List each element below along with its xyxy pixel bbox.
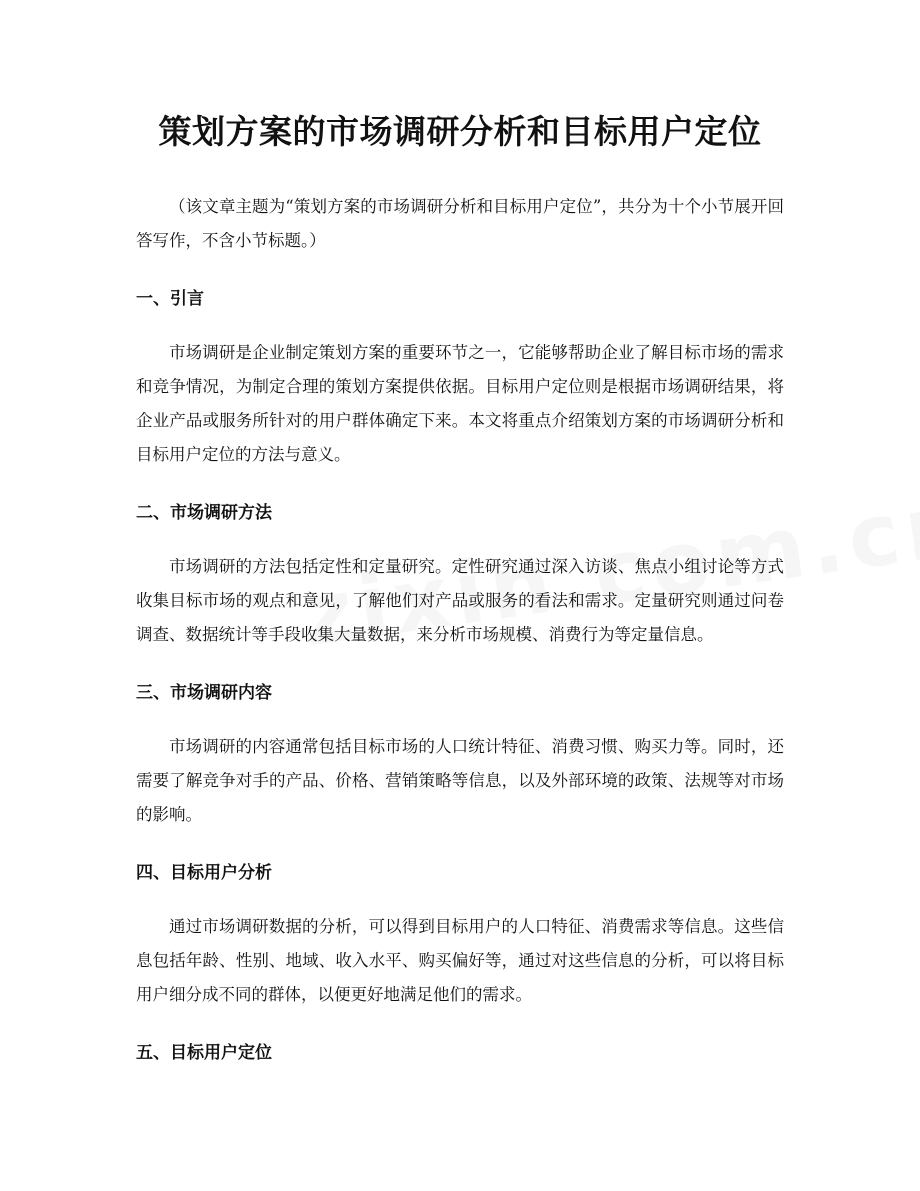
section-heading-5: 五、目标用户定位 (136, 1043, 272, 1063)
section-heading-4: 四、目标用户分析 (136, 863, 272, 883)
section-heading-3: 三、市场调研内容 (136, 683, 272, 703)
section-body-4: 通过市场调研数据的分析，可以得到目标用户的人口特征、消费需求等信息。这些信息包括年龄、性别、地域、收入水平、购买偏好等，通过对这些信息的分析，可以将目标用户细分成不同的群体，以便更好地满足他们的需求。 (136, 917, 784, 1004)
section-heading-1: 一、引言 (136, 289, 204, 309)
section-body-1: 市场调研是企业制定策划方案的重要环节之一，它能够帮助企业了解目标市场的需求和竞争情况，为制定合理的策划方案提供依据。目标用户定位则是根据市场调研结果，将企业产品或服务所针对的用户群体确定下来。本文将重点介绍策划方案的市场调研分析和目标用户定位的方法与意义。 (136, 343, 784, 464)
document-title: 策划方案的市场调研分析和目标用户定位 (158, 112, 762, 151)
section-body-2: 市场调研的方法包括定性和定量研究。定性研究通过深入访谈、焦点小组讨论等方式收集目标市场的观点和意见，了解他们对产品或服务的看法和需求。定量研究则通过问卷调查、数据统计等手段收集大量数据，来分析市场规模、消费行为等定量信息。 (136, 557, 784, 644)
section-heading-2: 二、市场调研方法 (136, 503, 272, 523)
intro-paragraph: （该文章主题为“策划方案的市场调研分析和目标用户定位”，共分为十个小节展开回答写作，不含小节标题。） (136, 197, 784, 250)
section-body-3: 市场调研的内容通常包括目标市场的人口统计特征、消费习惯、购买力等。同时，还需要了解竞争对手的产品、价格、营销策略等信息，以及外部环境的政策、法规等对市场的影响。 (136, 737, 784, 824)
